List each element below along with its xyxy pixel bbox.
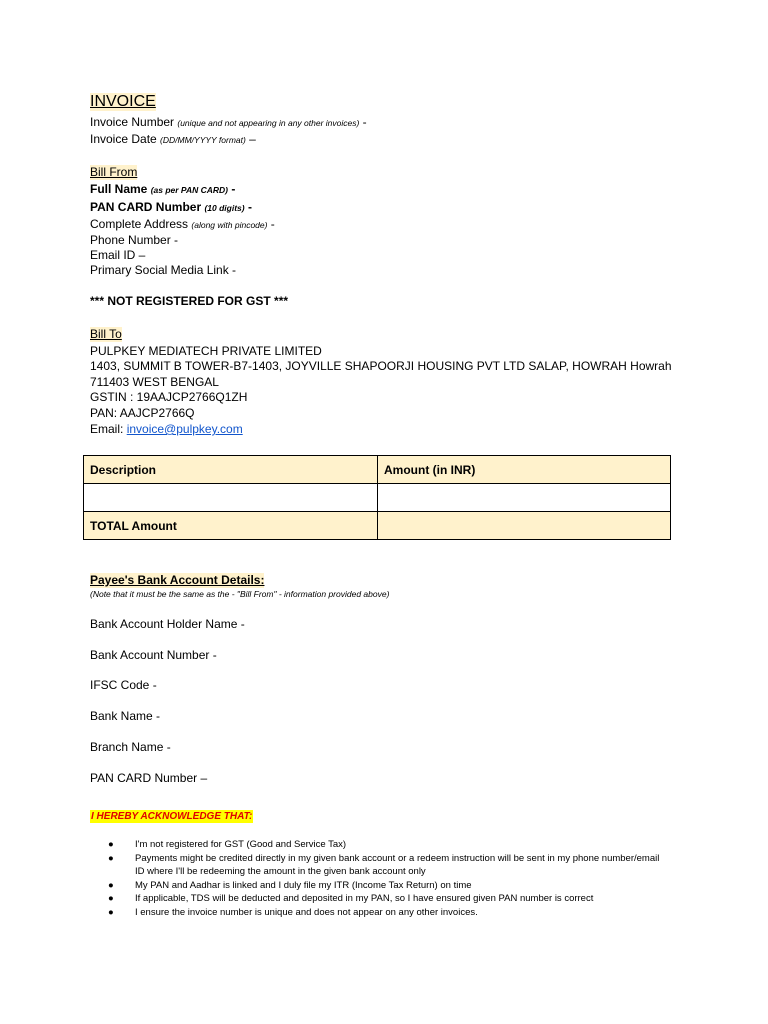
- branch-name-line: Branch Name -: [90, 740, 171, 754]
- bill-to-company: PULPKEY MEDIATECH PRIVATE LIMITED: [90, 344, 322, 358]
- pan-card-line: [90, 200, 252, 216]
- table-header-row: [84, 456, 671, 484]
- bullet-icon: ●: [108, 906, 114, 918]
- bill-to-gstin: GSTIN : 19AAJCP2766Q1ZH: [90, 390, 248, 404]
- invoice-number-label: Invoice Number: [90, 115, 178, 129]
- total-row: [84, 512, 671, 540]
- invoice-date-line: [90, 132, 256, 148]
- description-cell[interactable]: [84, 484, 378, 512]
- list-item: [108, 892, 668, 906]
- bank-details-note: (Note that it must be the same as the - "Bill From" - information provided above): [90, 589, 390, 599]
- bill-to-email-line: [90, 422, 243, 437]
- address-note: (along with pincode): [191, 220, 268, 230]
- list-item-text: If applicable, TDS will be deducted and deposited in my PAN, so I have ensured given PAN number is correct: [135, 893, 594, 905]
- invoice-title: INVOICE: [90, 93, 156, 110]
- bullet-icon: ●: [108, 852, 114, 864]
- address-suffix: -: [267, 217, 275, 231]
- acknowledgement-list: [108, 838, 668, 920]
- list-item: [108, 852, 668, 879]
- list-item-text: I ensure the invoice number is unique and does not appear on any other invoices.: [135, 906, 478, 918]
- social-link-line: Primary Social Media Link -: [90, 263, 237, 277]
- bill-from-heading: Bill From: [90, 165, 138, 179]
- bank-holder-line: Bank Account Holder Name -: [90, 617, 245, 631]
- address-label: Complete Address: [90, 217, 192, 231]
- full-name-note: (as per PAN CARD): [150, 185, 228, 195]
- bank-name-line: Bank Name -: [90, 709, 161, 723]
- bill-to-email-link[interactable]: invoice@pulpkey.com: [126, 422, 243, 436]
- bill-to-address-line1: 1403, SUMMIT B TOWER-B7-1403, JOYVILLE SHAPOORJI HOUSING PVT LTD SALAP, HOWRAH Howrah: [90, 359, 672, 373]
- phone-line: Phone Number -: [90, 233, 179, 247]
- list-item-text: I'm not registered for GST (Good and Service Tax): [135, 839, 347, 850]
- description-header: Description: [84, 456, 378, 484]
- invoice-date-suffix: –: [245, 132, 256, 146]
- bill-to-address-line2: 711403 WEST BENGAL: [90, 375, 219, 389]
- full-name-line: [90, 182, 235, 198]
- bill-to-heading: Bill To: [90, 327, 122, 341]
- pan-card-suffix: -: [244, 200, 252, 214]
- full-name-suffix: -: [227, 182, 236, 196]
- list-item: [108, 879, 668, 893]
- list-item-text: Payments might be credited directly in my given bank account or a redeem instruction will be sent in my phone number/email ID where I'll be redeeming the amount in the given bank account only: [135, 852, 660, 878]
- invoice-number-note: (unique and not appearing in any other invoices): [177, 118, 360, 128]
- ifsc-line: IFSC Code -: [90, 678, 157, 692]
- table-row: [84, 484, 671, 512]
- bullet-icon: ●: [108, 839, 114, 850]
- bank-account-line: Bank Account Number -: [90, 648, 217, 662]
- invoice-number-suffix: -: [359, 115, 367, 129]
- email-line: Email ID –: [90, 248, 146, 262]
- invoice-items-table: [83, 455, 671, 540]
- address-line: [90, 217, 275, 233]
- total-value[interactable]: [378, 512, 671, 540]
- bill-to-email-label: Email:: [90, 422, 127, 436]
- total-label: TOTAL Amount: [84, 512, 378, 540]
- bank-details-heading: Payee's Bank Account Details:: [90, 573, 265, 587]
- list-item: [108, 838, 668, 852]
- gst-notice: *** NOT REGISTERED FOR GST ***: [90, 294, 289, 308]
- amount-cell[interactable]: [378, 484, 671, 512]
- invoice-number-line: [90, 115, 367, 131]
- list-item: [108, 906, 668, 920]
- invoice-date-label: Invoice Date: [90, 132, 161, 146]
- pan-card-label: PAN CARD Number: [90, 200, 205, 214]
- bullet-icon: ●: [108, 879, 114, 891]
- amount-header: Amount (in INR): [378, 456, 671, 484]
- bill-to-pan: PAN: AAJCP2766Q: [90, 406, 195, 420]
- list-item-text: My PAN and Aadhar is linked and I duly file my ITR (Income Tax Return) on time: [135, 879, 472, 891]
- invoice-date-note: (DD/MM/YYYY format): [160, 135, 246, 145]
- acknowledgement-heading: I HEREBY ACKNOWLEDGE THAT:: [91, 811, 253, 822]
- bullet-icon: ●: [108, 893, 114, 905]
- pan-card-note: (10 digits): [204, 203, 245, 213]
- bank-pan-line: PAN CARD Number –: [90, 771, 208, 785]
- full-name-label: Full Name: [90, 182, 151, 196]
